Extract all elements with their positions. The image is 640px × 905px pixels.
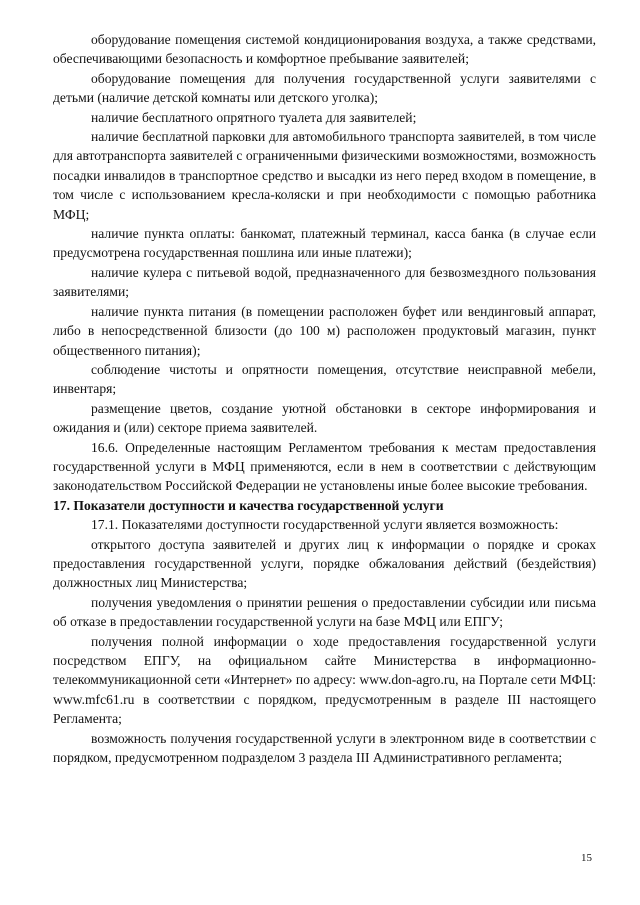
paragraph-water-cooler: наличие кулера с питьевой водой, предназначенного для безвозмездного пользования заявителями; xyxy=(53,264,596,300)
page-number: 15 xyxy=(581,852,592,864)
paragraph-electronic-service: возможность получения государственной услуги в электронном виде в соответствии с порядком, предусмотренном подразделом 3 раздела III Административного регламента; xyxy=(53,730,596,766)
paragraph-open-access: открытого доступа заявителей и других лиц к информации о порядке и сроках предоставления государственной услуги, порядке обжалования действий (бездействия) должностных лиц Министерства; xyxy=(53,536,596,591)
section-heading: 17. Показатели доступности и качества государственной услуги xyxy=(53,497,444,513)
paragraph-flowers: размещение цветов, создание уютной обстановки в секторе информирования и ожидания и (или) секторе приема заявителей. xyxy=(53,400,596,436)
paragraph-payment-point: наличие пункта оплаты: банкомат, платежный терминал, касса банка (в случае если предусмотрена государственная пошлина или иные платежи); xyxy=(53,226,596,261)
paragraph-17-1: 17.1. Показателями доступности государственной услуги является возможность: xyxy=(91,517,559,533)
paragraph-notification: получения уведомления о принятии решения о предоставлении субсидии или письма об отказе в предоставлении государственной услуги на базе МФЦ или ЕПГУ; xyxy=(53,594,596,630)
paragraph-air-conditioning: оборудование помещения системой кондиционирования воздуха, а также средствами, обеспечивающими безопасность и комфортное пребывание заявителей; xyxy=(53,32,596,67)
paragraph-food-point: наличие пункта питания (в помещении расположен буфет или вендинговый аппарат, либо в непосредственной близости (до 100 м) расположен продуктовый магазин, пункт общественного питания); xyxy=(53,303,596,358)
paragraph-16-6: 16.6. Определенные настоящим Регламентом требования к местам предоставления государственной услуги в МФЦ применяются, если в нем в соответствии с действующим законодательством Российской Федерации не установлены иные более высокие требования. xyxy=(53,439,596,494)
paragraph-cleanliness: соблюдение чистоты и опрятности помещения, отсутствие неисправной мебели, инвентаря; xyxy=(53,361,596,397)
paragraph-children-room: оборудование помещения для получения государственной услуги заявителями с детьми (наличие детской комнаты или детского уголка); xyxy=(53,70,596,106)
paragraph-progress-info: получения полной информации о ходе предоставления государственной услуги посредством ЕПГУ, на официальном сайте Министерства в информационно-телекоммуникационной сети «Интернет» по адресу: www.don-agro.ru, на Портале сети МФЦ: www.mfc61.ru в соответствии с порядком, предусмотренным в разделе III настоящего Регламента; xyxy=(53,633,596,727)
paragraph-parking: наличие бесплатной парковки для автомобильного транспорта заявителей, в том числе для автотранспорта заявителей с ограниченными физическими возможностями, возможность посадки инвалидов в транспортное средство и высадки из него перед входом в помещение, в том числе с использованием кресла-коляски и при необходимости с помощью работника МФЦ; xyxy=(53,129,596,222)
paragraph-toilet: наличие бесплатного опрятного туалета для заявителей; xyxy=(91,109,417,125)
document-body xyxy=(53,30,596,767)
